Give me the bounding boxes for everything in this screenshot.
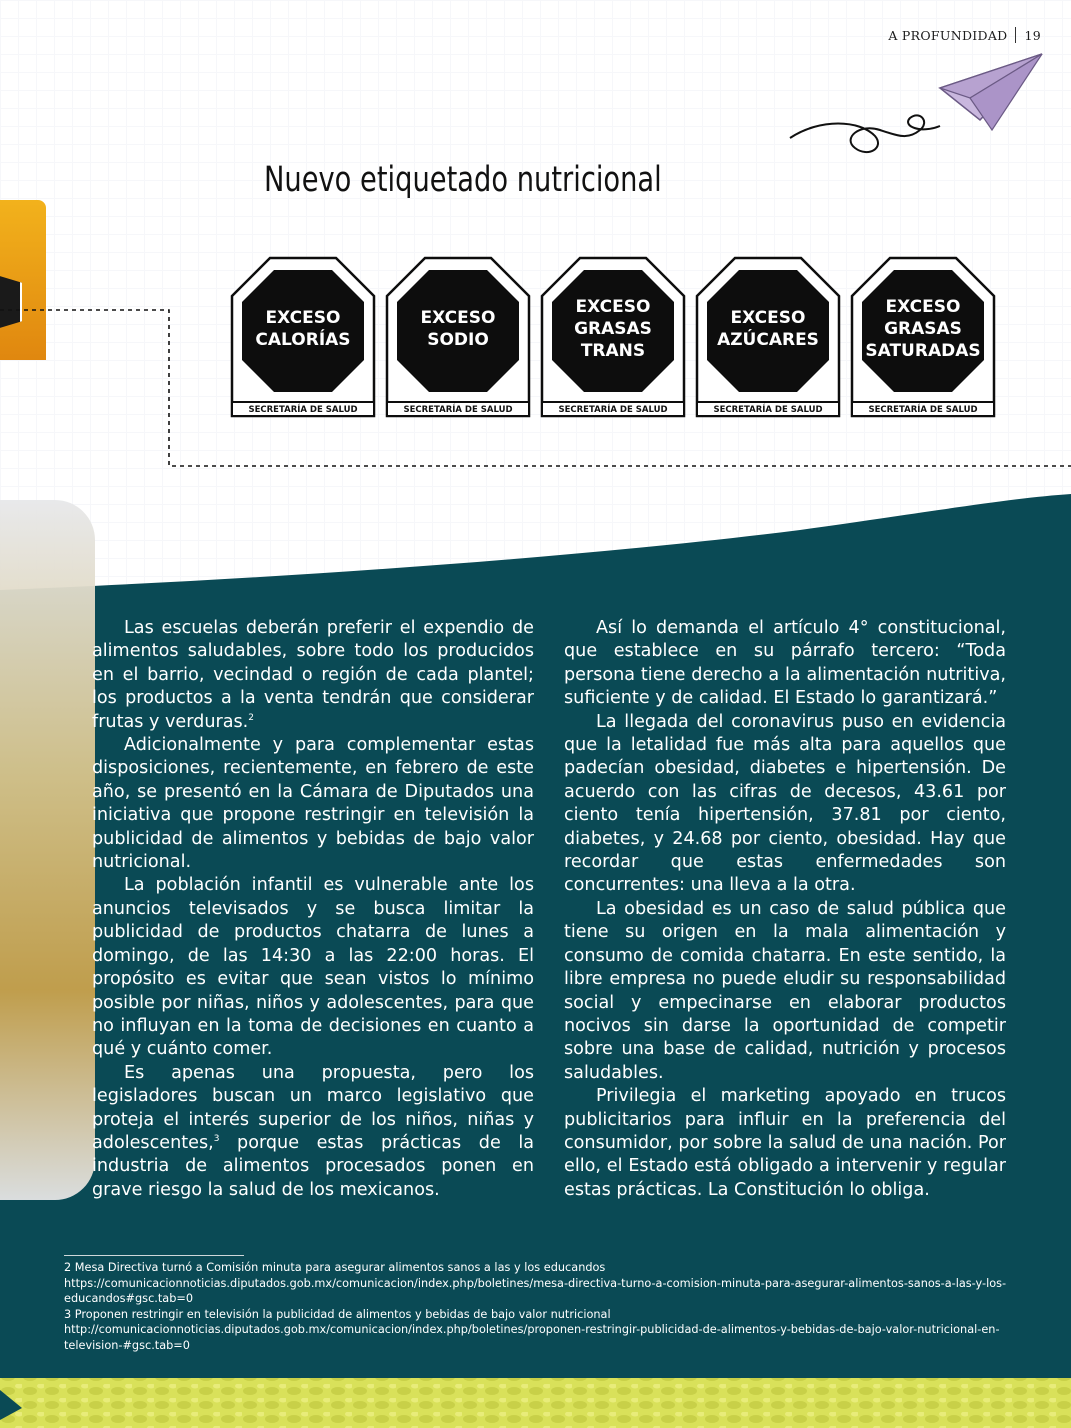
nutrition-labels xyxy=(230,256,996,418)
paragraph: Así lo demanda el artículo 4° constitucional, que establece en su párrafo tercero: “Toda persona tiene derecho a la alimentación nutritiva, suficiente y de calidad. El Estado lo garantizará.” xyxy=(564,618,1006,709)
paragraph-text: Es apenas una propuesta, pero los legisladores buscan un marco legislativo que proteja el interés superior de los niños, niñas y adolescentes, xyxy=(92,1062,534,1153)
label-text xyxy=(850,296,996,362)
label-footer: SECRETARÍA DE SALUD xyxy=(868,405,978,415)
paragraph-text: Las escuelas deberán preferir el expendio de alimentos saludables, sobre todo los producidos en el barrio, vecindad o región de cada plantel; los productos a la venta tendrán que considerar frutas y verduras. xyxy=(92,618,534,732)
paragraph: La obesidad es un caso de salud pública que tiene su origen en la mala alimentación y consumo de comida chatarra. En este sentido, la libre empresa no puede eludir su responsabilidad social y empecinarse en elaborar productos nocivos sin darse la oportunidad de competir sobre una base de calidad, nutrición y procesos saludables. xyxy=(564,898,1006,1083)
page-header xyxy=(888,27,1041,43)
page-title: Nuevo etiquetado nutricional xyxy=(264,160,662,200)
footnote-ref: 3 xyxy=(213,1134,220,1145)
paper-plane-icon xyxy=(780,48,1050,178)
footnote-number: 2 xyxy=(64,1261,72,1274)
section-name: A PROFUNDIDAD xyxy=(888,27,1008,43)
cereal-bowl-image xyxy=(0,500,95,1200)
header-divider xyxy=(1015,27,1016,43)
label-text xyxy=(230,307,376,351)
label-sodio xyxy=(385,256,531,418)
label-line: EXCESO xyxy=(265,308,341,328)
label-line: TRANS xyxy=(580,341,646,361)
label-line: CALORÍAS xyxy=(255,330,351,350)
label-footer: SECRETARÍA DE SALUD xyxy=(558,405,668,415)
footnote-rule xyxy=(64,1255,244,1256)
label-text xyxy=(695,307,841,351)
footnote-text: Mesa Directiva turnó a Comisión minuta para asegurar alimentos sanos a las y los educandos https://comunicacionnoticias.diputados.gob.mx/comunicacion/index.php/boletines/mesa-directiva-turno-a-comision-minuta-para-asegurar-alimentos-sanos-a-las-y-los-educandos#gsc.tab=0 xyxy=(64,1261,1007,1305)
label-footer: SECRETARÍA DE SALUD xyxy=(403,405,513,415)
label-calorias xyxy=(230,256,376,418)
label-grasas-trans xyxy=(540,256,686,418)
label-text xyxy=(540,296,686,362)
label-line: GRASAS xyxy=(884,319,962,339)
label-footer: SECRETARÍA DE SALUD xyxy=(713,405,823,415)
bottom-pattern-strip xyxy=(0,1370,1071,1428)
footnote-number: 3 xyxy=(64,1307,72,1321)
paragraph: Privilegia el marketing apoyado en trucos publicitarios para influir en la preferencia del consumidor, por sobre la salud de una nación. Por ello, el Estado está obligado a intervenir y regular estas prácticas. La Constitución lo obliga. xyxy=(564,1086,1006,1200)
paragraph: Adicionalmente y para complementar estas disposiciones, recientemente, en febrero de este año, se presentó en la Cámara de Diputados una iniciativa que propone restringir en televisión la publicidad de alimentos y bebidas de bajo valor nutricional. xyxy=(92,735,534,873)
label-line: EXCESO xyxy=(420,308,496,328)
paragraph: La llegada del coronavirus puso en evidencia que la letalidad fue más alta para aquellos que padecían obesidad, diabetes e hipertensión. De acuerdo con las cifras de decesos, 43.61 por ciento tenía hipertensión, 37.81 por ciento, diabetes, y 24.68 por ciento, obesidad. Hay que recordar que estas enfermedades son concurrentes: una lleva a la otra. xyxy=(564,711,1006,896)
label-line: EXCESO xyxy=(575,297,651,317)
label-azucares xyxy=(695,256,841,418)
label-grasas-saturadas xyxy=(850,256,996,418)
column-left xyxy=(92,617,534,1202)
paragraph-text: porque estas prácticas de la industria de alimentos procesados ponen en grave riesgo la salud de los mexicanos. xyxy=(92,1132,534,1200)
footnote xyxy=(64,1307,1014,1354)
paragraph: La población infantil es vulnerable ante los anuncios televisados y se busca limitar la publicidad de productos chatarra de lunes a domingo, de las 14:30 a las 22:00 horas. El propósito es evitar que sean vistos lo mínimo posible por niñas, niños y adolescentes, para que no influyan en la toma de decisiones en cuanto a qué y cuánto comer. xyxy=(92,875,534,1060)
label-line: SODIO xyxy=(427,330,489,350)
label-footer: SECRETARÍA DE SALUD xyxy=(248,405,358,415)
page-number: 19 xyxy=(1024,27,1041,43)
paragraph xyxy=(92,617,534,734)
footnotes xyxy=(64,1260,1014,1353)
paragraph xyxy=(92,1062,534,1202)
label-line: EXCESO xyxy=(730,308,806,328)
label-line: GRASAS xyxy=(574,319,652,339)
footnote-text: Proponen restringir en televisión la publicidad de alimentos y bebidas de bajo valor nutricional http://comunicacionnoticias.diputados.gob.mx/comunicacion/index.php/boletines/proponen-restringir-publicidad-de-alimentos-y-bebidas-de-bajo-valor-nutricional-en-television-#gsc.tab=0 xyxy=(64,1307,1000,1352)
footnote-ref: 2 xyxy=(248,712,255,723)
footnote xyxy=(64,1260,1014,1307)
label-line: AZÚCARES xyxy=(717,330,819,350)
column-right xyxy=(564,617,1006,1202)
label-text xyxy=(385,307,531,351)
label-line: EXCESO xyxy=(885,297,961,317)
label-line: SATURADAS xyxy=(865,341,981,361)
